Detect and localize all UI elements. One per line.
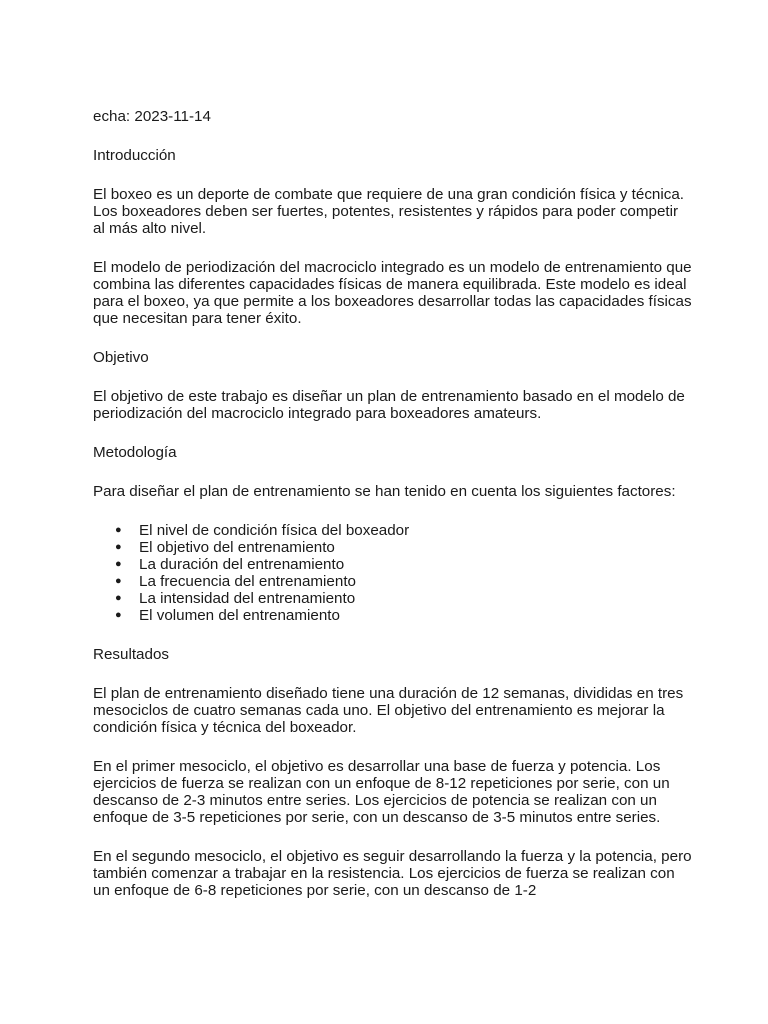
bullet-icon: ●: [115, 541, 122, 553]
section-heading-results: Resultados: [93, 646, 169, 663]
list-item: [93, 590, 693, 607]
list-item-text: La frecuencia del entrenamiento: [139, 573, 356, 590]
document-page: [93, 108, 693, 921]
bullet-icon: ●: [115, 558, 122, 570]
paragraph-intro-1: El boxeo es un deporte de combate que requiere de una gran condición física y técnica. Los boxeadores deben ser fuertes, potentes, resistentes y rápidos para poder competir al más alto nivel.: [93, 186, 685, 237]
list-item-text: El nivel de condición física del boxeador: [139, 522, 410, 539]
list-item: [93, 573, 693, 590]
list-item: [93, 522, 693, 539]
bullet-icon: ●: [115, 575, 122, 587]
section-heading-objective: Objetivo: [93, 349, 149, 366]
bullet-icon: ●: [115, 609, 122, 621]
list-item-text: El objetivo del entrenamiento: [139, 539, 335, 556]
list-item: [93, 539, 693, 556]
bullet-icon: ●: [115, 592, 122, 604]
paragraph-methodology: Para diseñar el plan de entrenamiento se han tenido en cuenta los siguientes factores:: [93, 483, 676, 500]
list-item-text: La intensidad del entrenamiento: [139, 590, 356, 607]
factors-list: [93, 522, 693, 624]
list-item: [93, 607, 693, 624]
paragraph-intro-2: El modelo de periodización del macrociclo integrado es un modelo de entrenamiento que combina las diferentes capacidades físicas de manera equilibrada. Este modelo es ideal para el boxeo, ya que permite a los boxeadores desarrollar todas las capacidades físicas que necesitan para tener éxito.: [93, 259, 692, 327]
bullet-icon: ●: [115, 524, 122, 536]
list-item-text: La duración del entrenamiento: [139, 556, 345, 573]
paragraph-results-1: El plan de entrenamiento diseñado tiene una duración de 12 semanas, divididas en tres mesociclos de cuatro semanas cada uno. El objetivo del entrenamiento es mejorar la condición física y técnica del boxeador.: [93, 685, 684, 736]
paragraph-objective: El objetivo de este trabajo es diseñar un plan de entrenamiento basado en el modelo de periodización del macrociclo integrado para boxeadores amateurs.: [93, 388, 685, 422]
list-item-text: El volumen del entrenamiento: [139, 607, 340, 624]
date-line: echa: 2023-11-14: [93, 108, 211, 125]
list-item: [93, 556, 693, 573]
paragraph-results-3: En el segundo mesociclo, el objetivo es seguir desarrollando la fuerza y la potencia, pero también comenzar a trabajar en la resistencia. Los ejercicios de fuerza se realizan con un enfoque de 6-8 repeticiones por serie, con un descanso de 1-2: [93, 848, 692, 899]
section-heading-methodology: Metodología: [93, 444, 177, 461]
section-heading-introduction: Introducción: [93, 147, 176, 164]
paragraph-results-2: En el primer mesociclo, el objetivo es desarrollar una base de fuerza y potencia. Los ejercicios de fuerza se realizan con un enfoque de 8-12 repeticiones por serie, con un descanso de 2-3 minutos entre series. Los ejercicios de potencia se realizan con un enfoque de 3-5 repeticiones por serie, con un descanso de 3-5 minutos entre series.: [93, 758, 670, 826]
